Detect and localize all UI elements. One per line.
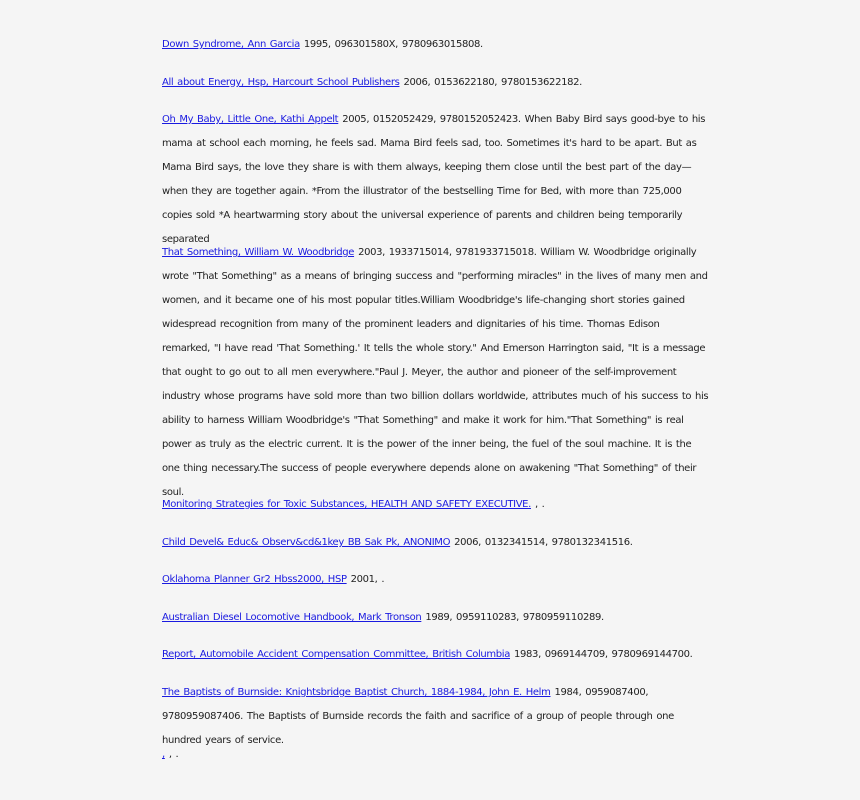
book-description: William W. Woodbridge originally wrote "That Something" as a means of bringing success and "performing miracles" in the lives of many men and women, and it became one of his most popular titles.William Woodbridge's life-changing short stories gained widespread recognition from many of the prominent leaders and dignitaries of his time. Thomas Edison remarked, "I have read 'That Something.' It tells the whole story." And Emerson Harrington said, "It is a message that ought to go out to all men everywhere."Paul J. Meyer, the author and pioneer of the self-improvement industry whose programs have sold more than two billion dollars worldwide, attributes much of his success to his ability to harness William Woodbridge's "That Something" and make it work for him."That Something" is real power as truly as the electric current. It is the power of the inner being, the fuel of the soul machine. It is the one thing necessary.The success of people everywhere depends alone on awakening "That Something" of their soul. (162, 247, 709, 498)
book-title-link[interactable]: All about Energy, Hsp, Harcourt School Publishers (162, 77, 400, 88)
book-meta: 1989, 0959110283, 9780959110289. (425, 612, 604, 623)
book-title-link[interactable]: Child Devel& Educ& Observ&cd&1key BB Sak Pk, ANONIMO (162, 537, 451, 548)
book-entry (162, 568, 710, 592)
book-entry (162, 493, 710, 517)
book-meta: 2001, . (350, 574, 385, 585)
book-title-link[interactable]: Australian Diesel Locomotive Handbook, Mark Tronson (162, 612, 422, 623)
book-meta: 1984, 0959087400, 9780959087406. (162, 687, 649, 722)
book-title-link[interactable]: Oklahoma Planner Gr2 Hbss2000, HSP (162, 574, 347, 585)
book-title-link[interactable]: Oh My Baby, Little One, Kathi Appelt (162, 114, 339, 125)
book-description: The Baptists of Burnside records the faith and sacrifice of a group of people through one hundred years of service. (162, 711, 674, 746)
book-meta: 1995, 096301580X, 9780963015808. (303, 39, 483, 50)
book-meta: 1983, 0969144709, 9780969144700. (514, 649, 693, 660)
book-entry (162, 71, 710, 95)
book-title-link[interactable]: Report, Automobile Accident Compensation Committee, British Columbia (162, 649, 511, 660)
book-title-link[interactable]: , (162, 749, 165, 760)
book-title-link[interactable]: Monitoring Strategies for Toxic Substances, HEALTH AND SAFETY EXECUTIVE. (162, 499, 531, 510)
book-entry (162, 108, 710, 252)
book-meta: 2006, 0132341514, 9780132341516. (454, 537, 633, 548)
book-meta: 2003, 1933715014, 9781933715018. (358, 247, 537, 258)
book-meta: 2006, 0153622180, 9780153622182. (403, 77, 582, 88)
book-description: When Baby Bird says good-bye to his mama at school each morning, he feels sad. Mama Bird feels sad, too. Sometimes it's hard to be apart. But as Mama Bird says, the love they share is with them always, keeping them close until the best part of the day—when they are together again. *From the illustrator of the bestselling Time for Bed, with more than 725,000 copies sold *A heartwarming story about the universal experience of parents and children being temporarily separated (162, 114, 706, 245)
book-entry (162, 33, 710, 57)
book-title-link[interactable]: The Baptists of Burnside: Knightsbridge Baptist Church, 1884-1984, John E. Helm (162, 687, 551, 698)
book-entry (162, 606, 710, 630)
book-meta: , . (168, 749, 179, 760)
book-meta: 2005, 0152052429, 9780152052423. (342, 114, 521, 125)
book-meta: , . (534, 499, 545, 510)
book-title-link[interactable]: That Something, William W. Woodbridge (162, 247, 355, 258)
book-entry (162, 743, 710, 767)
book-entry (162, 643, 710, 667)
book-title-link[interactable]: Down Syndrome, Ann Garcia (162, 39, 300, 50)
book-entry (162, 531, 710, 555)
book-entry (162, 241, 710, 505)
